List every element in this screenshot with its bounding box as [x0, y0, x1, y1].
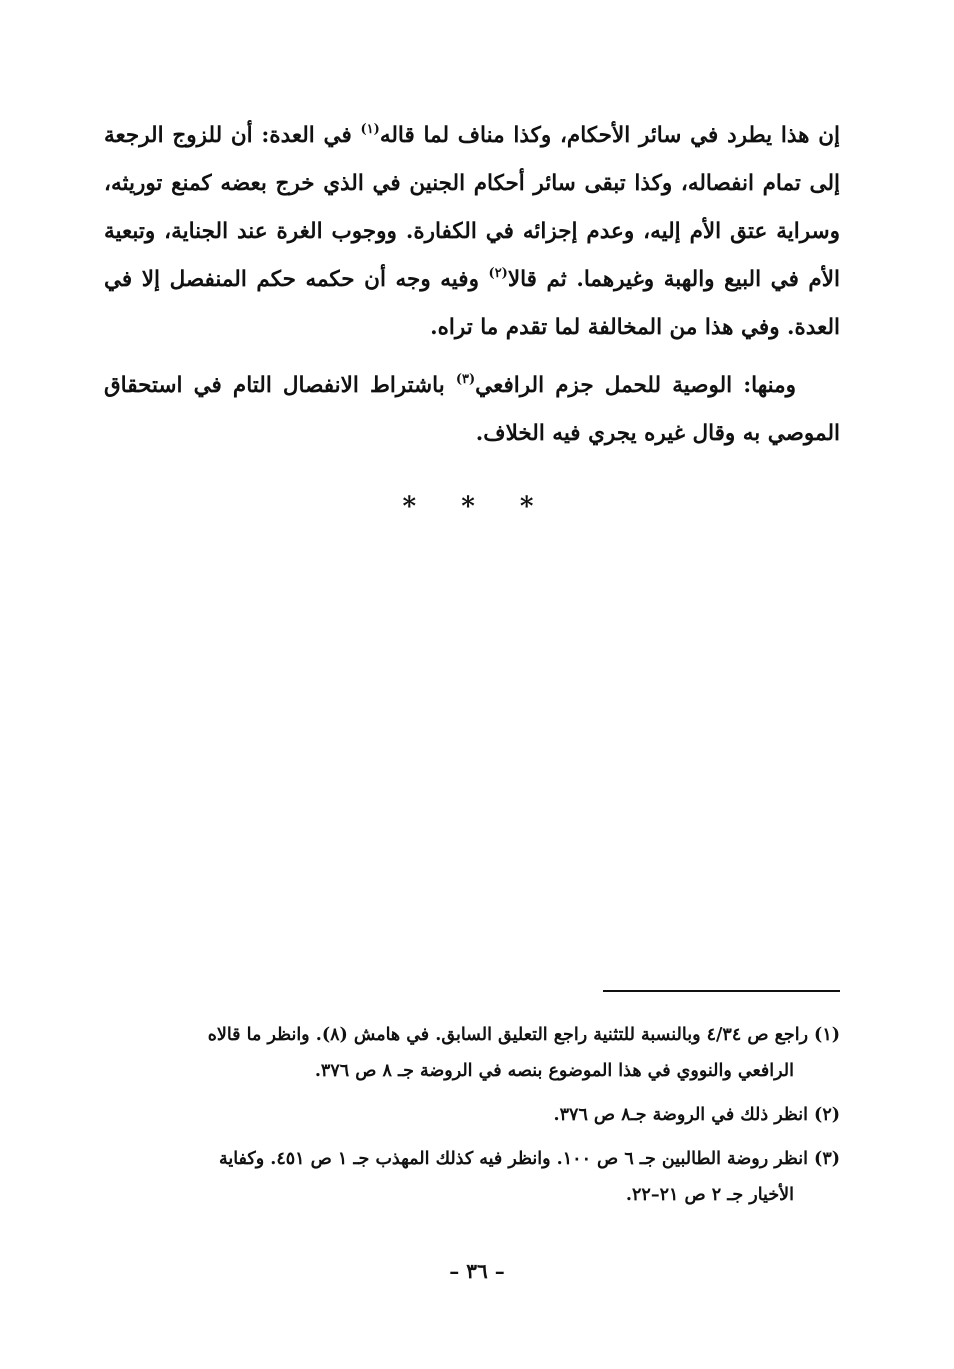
footnote-ref-1: (١) — [360, 122, 380, 137]
footnote-1 — [104, 1017, 840, 1089]
paragraph-2 — [104, 362, 840, 458]
footnote-number: (٢) — [814, 1105, 840, 1125]
footnote-text: انظر روضة الطالبين جـ ٦ ص ١٠٠. وانظر فيه كذلك المهذب جـ ١ ص ٤٥١. وكفاية — [218, 1149, 809, 1169]
section-separator: * * * — [402, 492, 552, 522]
footnote-3 — [104, 1141, 840, 1213]
paragraph-1 — [104, 112, 840, 352]
footnote-ref-2: (٢) — [488, 266, 508, 281]
paragraph-1-part-c: وفيه وجه أن حكمه حكم المنفصل إلا في العدة. وفي هذا من المخالفة لما تقدم ما تراه. — [104, 267, 840, 340]
footnote-number: (١) — [814, 1025, 840, 1045]
paragraph-1-part-a: إن هذا يطرد في سائر الأحكام، وكذا مناف لما قاله — [379, 123, 841, 148]
footnote-text-continued: الرافعي والنووي في هذا الموضوع بنصه في الروضة جـ ٨ ص ٣٧٦. — [314, 1061, 794, 1081]
footnote-text: راجع ص ٤/٣٤ وبالنسبة للتثنية راجع التعليق السابق. في هامش (٨). وانظر ما قالاه — [207, 1025, 809, 1045]
footnotes — [104, 1017, 840, 1221]
footnote-text: انظر ذلك في الروضة جـ٨ ص ٣٧٦. — [553, 1105, 809, 1125]
footnote-divider — [603, 990, 840, 992]
footnote-number: (٣) — [814, 1149, 840, 1169]
main-text — [104, 112, 840, 458]
paragraph-2-part-b: باشتراط الانفصال التام في استحقاق الموصي به وقال غيره يجري فيه الخلاف. — [104, 373, 840, 446]
footnote-2 — [104, 1097, 840, 1133]
paragraph-2-part-a: ومنها: الوصية للحمل جزم الرافعي — [475, 373, 796, 398]
paragraph-1-part-b: في العدة: أن للزوج الرجعة إلى تمام انفصاله، وكذا تبقى سائر أحكام الجنين في الذي خرج بعضه كمنع توريثه، وسراية عتق الأم إليه، وعدم إجزائه في الكفارة. ووجوب الغرة عند الجناية، وتبعية الأم في البيع والهبة وغيرهما. ثم قالا — [104, 123, 840, 292]
footnote-text-continued: الأخيار جـ ٢ ص ٢١–٢٢. — [625, 1185, 794, 1205]
page-number: – ٣٦ – — [449, 1259, 505, 1283]
footnote-ref-3: (٣) — [455, 372, 476, 387]
